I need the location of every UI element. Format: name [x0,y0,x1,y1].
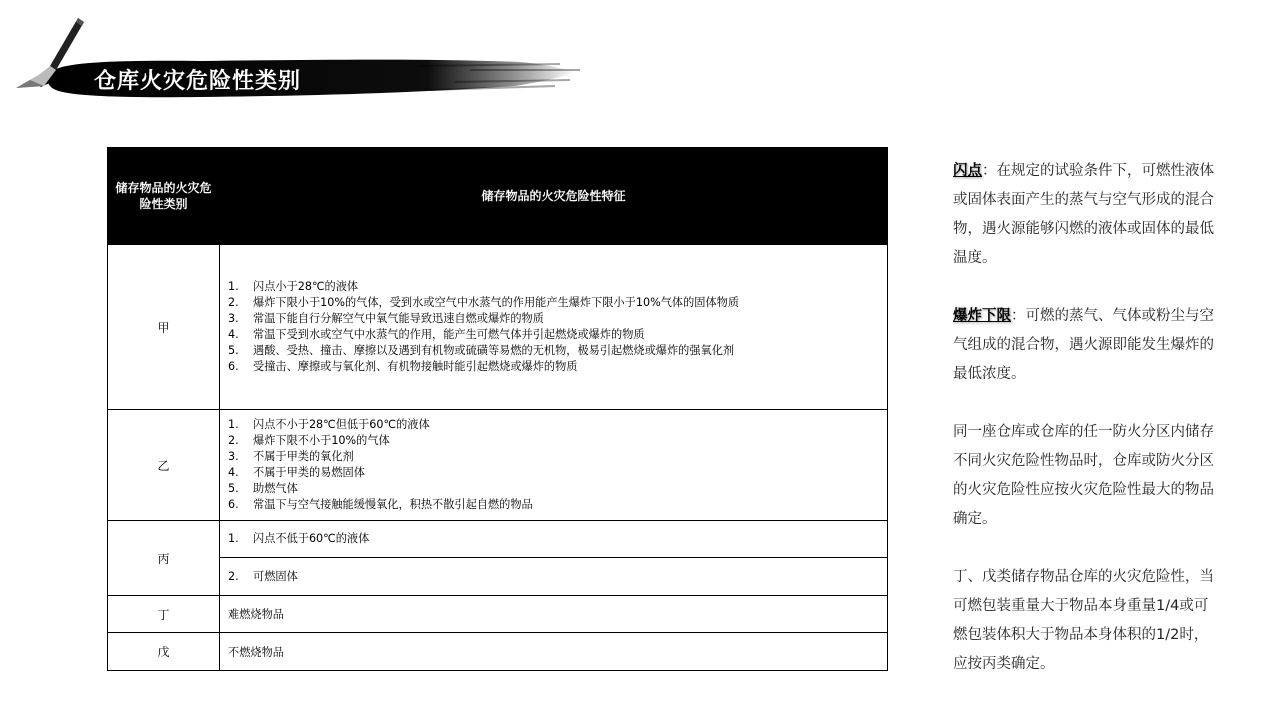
table-row [108,410,888,521]
hazard-table [107,147,888,671]
category-cell: 甲 [108,245,220,410]
header-category: 储存物品的火灾危险性类别 [108,148,220,245]
ink-stroke [0,0,600,120]
term-explosion-limit: 爆炸下限 [953,308,1011,324]
list-item: 3. 常温下能自行分解空气中氧气能导致迅速自燃或爆炸的物质 [228,312,544,325]
category-cell: 丙 [108,521,220,596]
table-row [108,596,888,633]
list-item: 2. 爆炸下限不小于10%的气体 [228,434,390,447]
list-item: 2. 可燃固体 [228,569,298,583]
title-banner [0,0,600,120]
page-title: 仓库火灾危险性类别 [94,69,302,94]
category-cell: 乙 [108,410,220,521]
table-row [108,633,888,671]
definition-flash-point: ：在规定的试验条件下，可燃性液体或固体表面产生的蒸气与空气形成的混合物，遇火源能够闪燃的液体或固体的最低温度。 [953,163,1214,266]
list-item: 5. 助燃气体 [228,482,298,495]
list-item: 6. 受撞击、摩擦或与氧化剂、有机物接触时能引起燃烧或爆炸的物质 [228,360,578,373]
list-item: 5. 遇酸、受热、撞击、摩擦以及遇到有机物或硫磺等易燃的无机物，极易引起燃烧或爆炸的强氧化剂 [228,344,735,357]
feature-cell [220,245,888,410]
note-rule-mixed-storage: 同一座仓库或仓库的任一防火分区内储存不同火灾危险性物品时，仓库或防火分区的火灾危险性应按火灾危险性最大的物品确定。 [953,424,1214,527]
list-item: 1. 闪点小于28℃的液体 [228,280,359,293]
list-item: 4. 常温下受到水或空气中水蒸气的作用，能产生可燃气体并引起燃烧或爆炸的物质 [228,328,645,341]
header-feature: 储存物品的火灾危险性特征 [220,148,888,245]
feature-cell [220,410,888,521]
feature-cell: 不燃烧物品 [220,633,888,671]
list-item: 2. 爆炸下限小于10%的气体，受到水或空气中水蒸气的作用能产生爆炸下限小于10%气体的固体物质 [228,296,740,309]
table-header-row [108,148,888,245]
list-item: 1. 闪点不低于60℃的液体 [228,532,370,545]
feature-cell: 难燃烧物品 [220,596,888,633]
note-explosion-limit [953,302,1215,389]
term-flash-point: 闪点 [953,163,982,179]
side-notes [953,157,1215,708]
note-rule-packaging: 丁、戊类储存物品仓库的火灾危险性，当可燃包装重量大于物品本身重量1/4或可燃包装体积大于物品本身体积的1/2时，应按丙类确定。 [953,569,1214,672]
list-item: 6. 常温下与空气接触能缓慢氧化，积热不散引起自燃的物品 [228,498,533,511]
feature-cell [220,558,888,596]
definition-explosion-limit: ：可燃的蒸气、气体或粉尘与空气组成的混合物，遇火源即能发生爆炸的最低浓度。 [953,308,1214,382]
list-item: 4. 不属于甲类的易燃固体 [228,466,365,479]
note-flash-point [953,157,1215,273]
category-cell: 丁 [108,596,220,633]
table-row [108,521,888,558]
table-row [108,558,888,596]
feature-cell [220,521,888,558]
list-item: 3. 不属于甲类的氧化剂 [228,450,354,463]
table-row [108,245,888,410]
list-item: 1. 闪点不小于28℃但低于60℃的液体 [228,418,430,431]
category-cell: 戊 [108,633,220,671]
